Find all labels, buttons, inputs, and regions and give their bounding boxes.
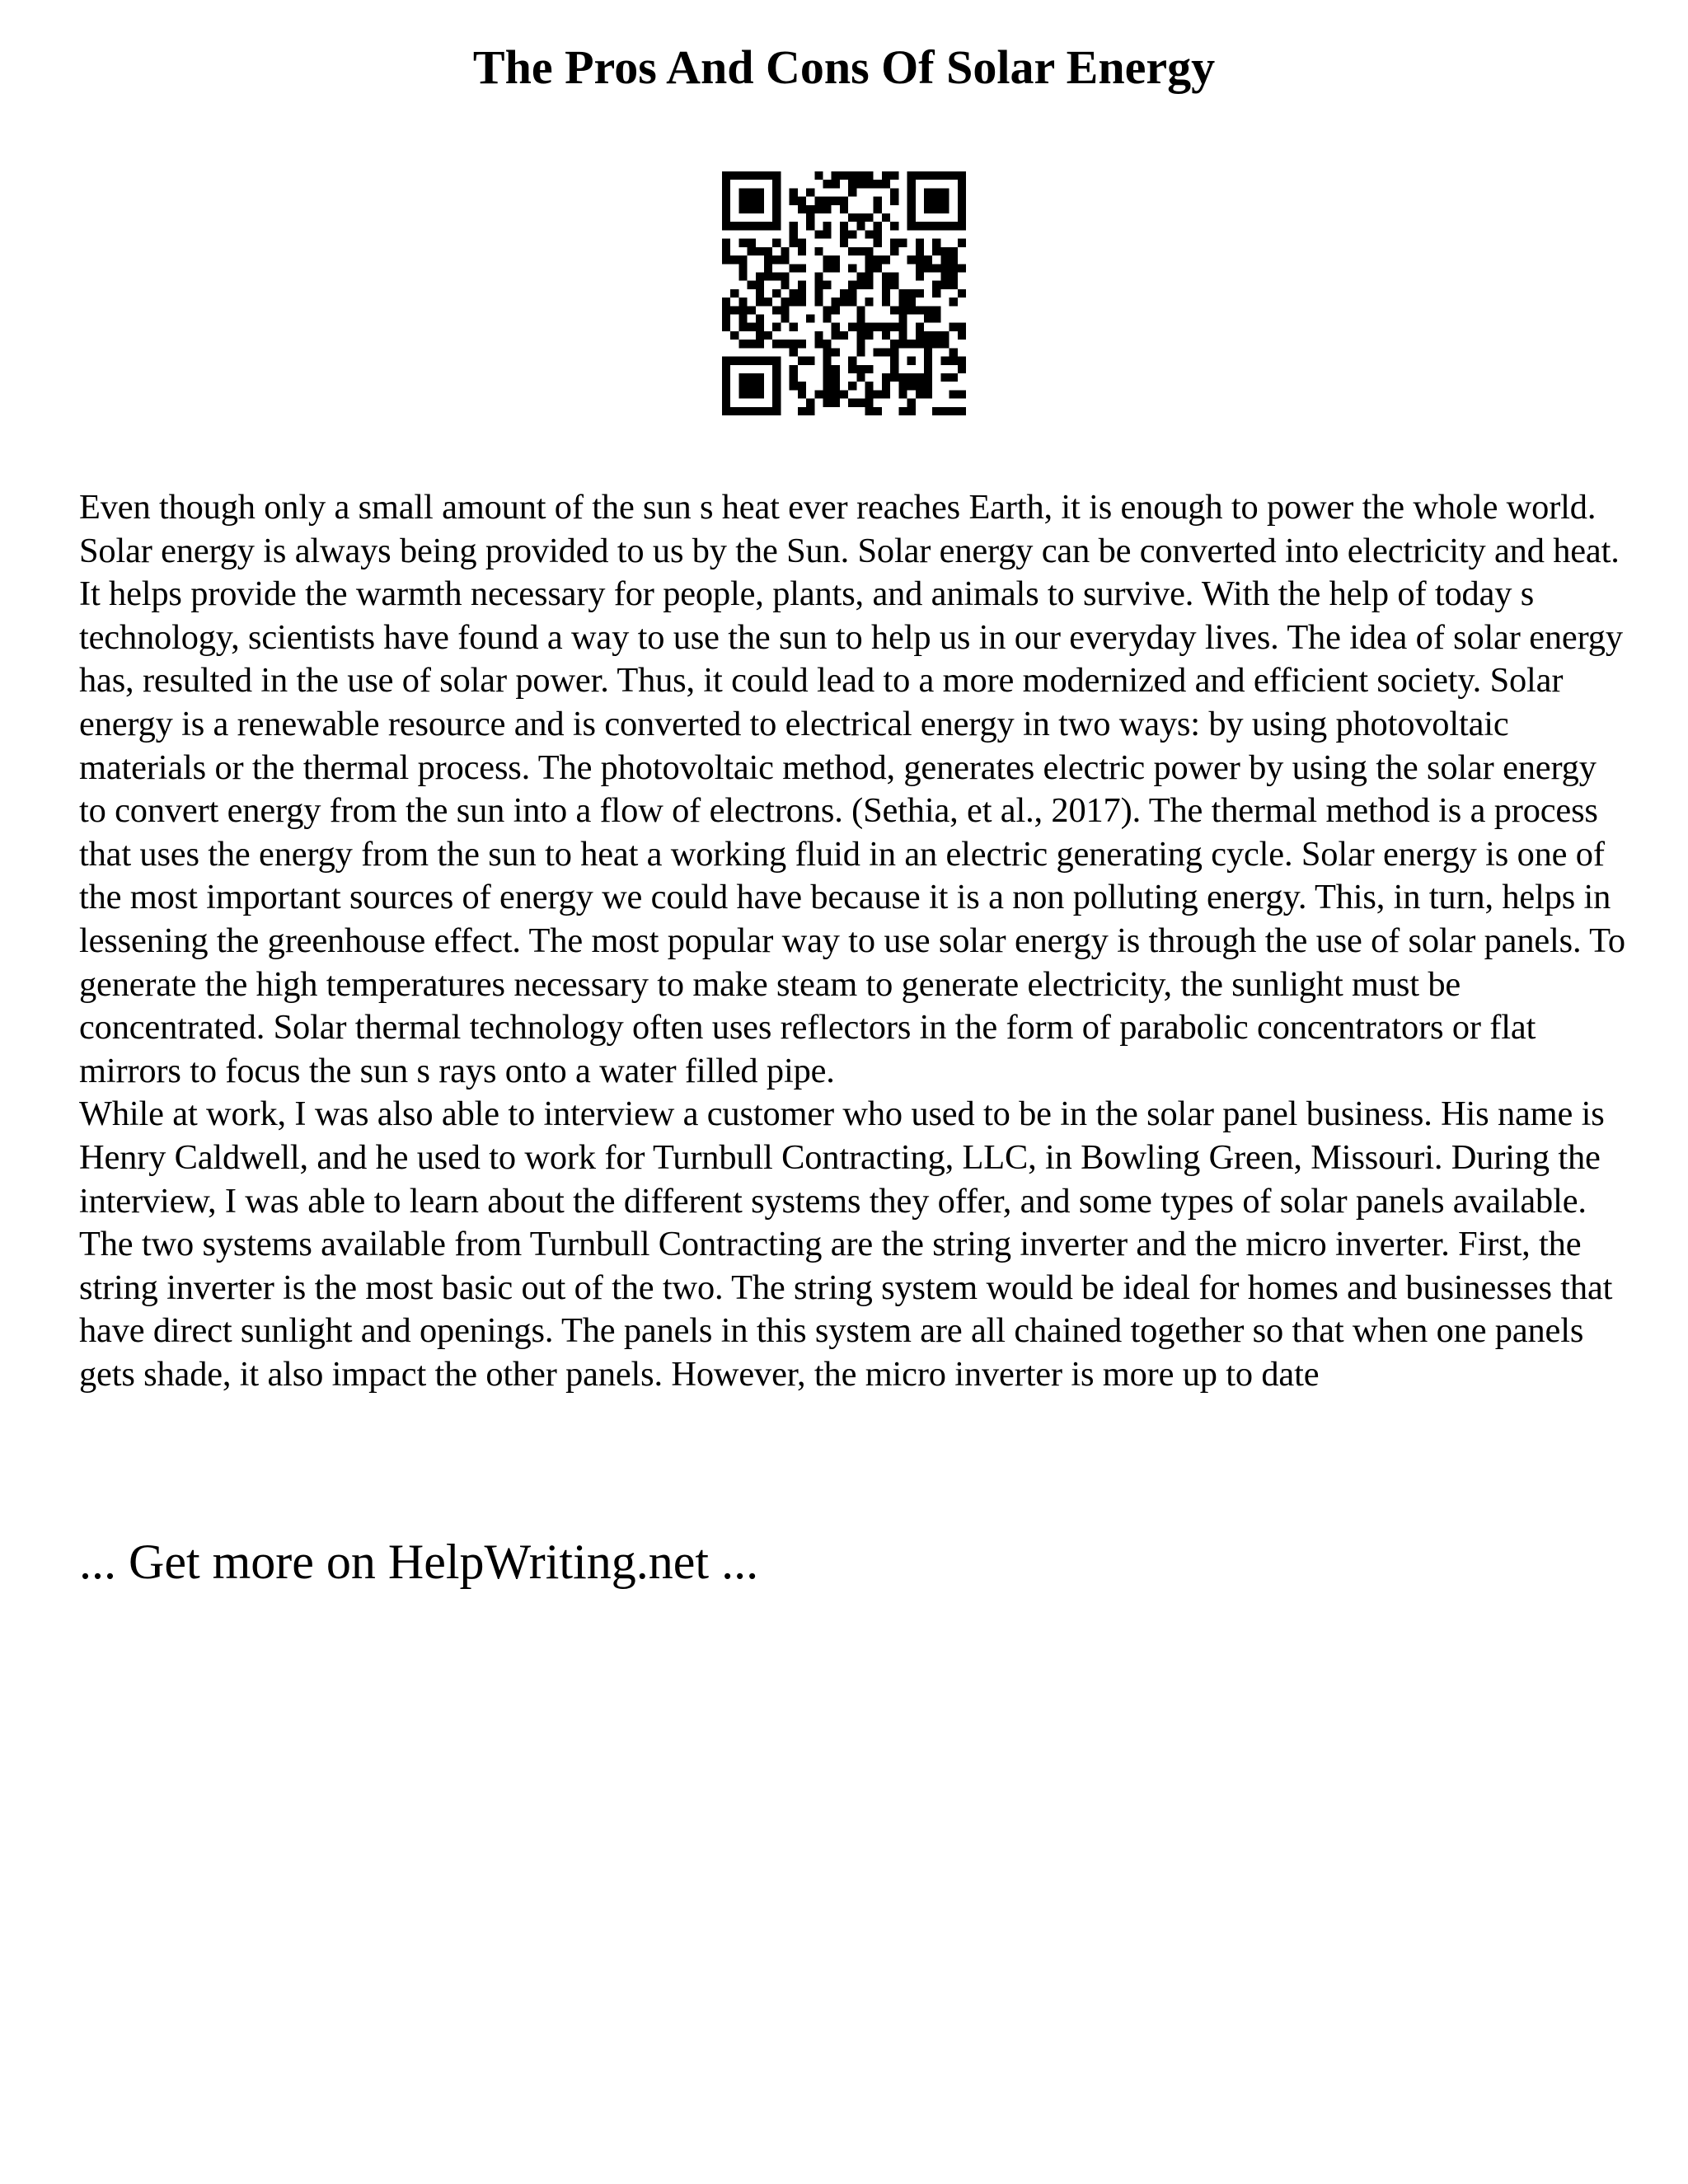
paragraph: Even though only a small amount of the sun s heat ever reaches Earth, it is enough to power the whole world. Solar energy is always being provided to us by the Sun. Solar energy can be converted into electricity and heat. It helps provide the warmth necessary for people, plants, and animals to survive. With the help of today s technology, scientists have found a way to use the sun to help us in our everyday lives. The idea of solar energy has, resulted in the use of solar power. Thus, it could lead to a more modernized and efficient society. Solar energy is a renewable resource and is converted to electrical energy in two ways: by using photovoltaic materials or the thermal process. The photovoltaic method, generates electric power by using the solar energy to convert energy from the sun into a flow of electrons. (Sethia, et al., 2017). The thermal method is a process that uses the energy from the sun to heat a working fluid in an electric generating cycle. Solar energy is one of the most important sources of energy we could have because it is a non polluting energy. This, in turn, helps in lessening the greenhouse effect. The most popular way to use solar energy is through the use of solar panels. To generate the high temperatures necessary to make steam to generate electricity, the sunlight must be concentrated. Solar thermal technology often uses reflectors in the form of parabolic concentrators or flat mirrors to focus the sun s rays onto a water filled pipe. (79, 488, 1625, 1090)
article-body (79, 486, 1629, 1396)
qr-code-icon[interactable] (722, 171, 966, 415)
paragraph: While at work, I was also able to interview a customer who used to be in the solar panel business. His name is Henry Caldwell, and he used to work for Turnbull Contracting, LLC, in Bowling Green, Missouri. During the interview, I was able to learn about the different systems they offer, and some types of solar panels available. The two systems available from Turnbull Contracting are the string inverter and the micro inverter. First, the string inverter is the most basic out of the two. The string system would be ideal for homes and businesses that have direct sunlight and openings. The panels in this system are all chained together so that when one panels gets shade, it also impact the other panels. However, the micro inverter is more up to date (79, 1094, 1613, 1394)
get-more-link[interactable]: ... Get more on HelpWriting.net ... (79, 1535, 759, 1589)
page-title: The Pros And Cons Of Solar Energy (472, 40, 1216, 94)
